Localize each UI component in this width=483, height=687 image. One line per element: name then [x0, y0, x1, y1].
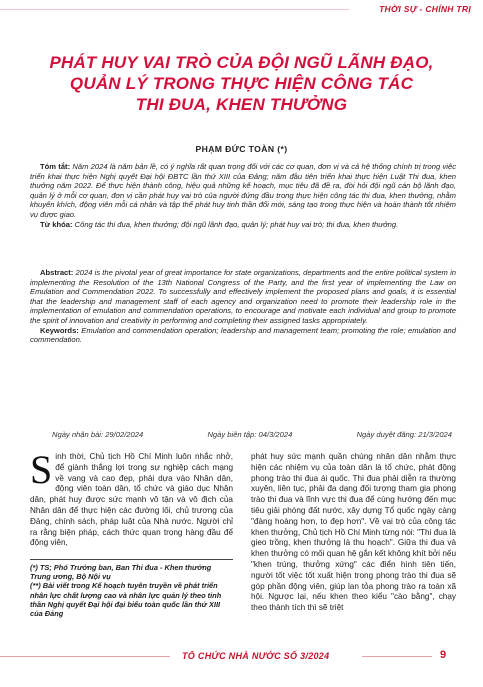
- keywords-en-label: Keywords:: [40, 325, 79, 335]
- abstract-en: [30, 268, 456, 345]
- keywords-en-text: Emulation and commendation operation; leadership and management team; promoting the role; emulation and commendation.: [30, 325, 456, 345]
- header-rule: [0, 9, 350, 10]
- summary-vi: [30, 162, 456, 229]
- title-line: QUẢN LÝ TRONG THỰC HIỆN CÔNG TÁC: [69, 74, 414, 93]
- date-received: Ngày nhận bài: 29/02/2024: [52, 430, 144, 439]
- footnote-article: (**) Bài viết trong Kế hoạch tuyên truyền về phát triển nhân lực chất lượng cao và nhân lực quản lý theo tinh thần Nghị quyết Đại hội đại biểu toàn quốc lần thứ XIII của Đảng: [30, 581, 222, 619]
- body-column-1: [30, 447, 233, 549]
- summary-label: Tóm tắt:: [40, 162, 71, 171]
- keywords-vi-text: Công tác thi đua, khen thưởng; đội ngũ lãnh đạo, quản lý; phát huy vai trò; thi đua, khen thưởng.: [74, 219, 399, 229]
- section-tag: THỜI SỰ - CHÍNH TRỊ: [379, 4, 471, 14]
- title-line: PHÁT HUY VAI TRÒ CỦA ĐỘI NGŨ LÃNH ĐẠO,: [49, 53, 434, 72]
- footer-rule-left: [0, 656, 170, 657]
- body-text: phát huy sức mạnh quần chúng nhân dân nhằm thực hiện các nhiệm vụ của toàn dân là tổ chức, phát động phong trào thi đua ái quốc. Thi đua phải diễn ra thường xuyên, liên tục, phải đa dạng đối tượng tham gia phong trào thi đua và lĩnh vực thi đua để cùng hướng đến mục tiêu giải phóng đất nước, xây dựng Tổ quốc ngày càng "đàng hoàng hơn, to đẹp hơn". Về vai trò của công tác khen thưởng, Chủ tịch Hồ Chí Minh từng nói: "Thi đua là gieo trồng, khen thưởng là thu hoạch". Giữa thi đua và khen thưởng có mối quan hệ gắn kết không khít bởi nếu "khen trúng, thưởng xứng" các điển hình tiên tiến, người tốt việc tốt xuất hiện trong phong trào thi đua sẽ góp phần động viên, giúp lan tỏa phong trào ra toàn xã hội. Ngược lại, nếu khen theo kiểu "cào bằng", chạy theo thành tích thì sẽ triệt: [251, 452, 456, 613]
- title-line: THI ĐUA, KHEN THƯỞNG: [135, 95, 348, 114]
- author: PHẠM ĐỨC TOÀN (*): [195, 144, 288, 154]
- date-approved: Ngày duyệt đăng: 21/3/2024: [356, 430, 452, 439]
- abstract-text: 2024 is the pivotal year of great importance for state organizations, departments and the entire political system in implementing the Resolution of the 13th National Congress of the Party, and the first year of implementing the Law on Emulation and Commendation 2022. To successfully and effectively implement the proposed plans and goals, it is essential that the leadership and management staff of each agency and organization need to promote their leadership role in the implementation of emulation and commendation operations, to encourage and motivate each individual and group to promote the spirit of innovation and creativity in performing and completing their assigned tasks appropriately.: [30, 268, 456, 325]
- abstract-label: Abstract:: [40, 268, 74, 277]
- drop-cap: S: [30, 447, 53, 492]
- article-title: [0, 52, 483, 115]
- summary-text: Năm 2024 là năm bản lề, có ý nghĩa rất quan trọng đối với các cơ quan, đơn vị và cả hệ thống chính trị trong việc triển khai thực hiện Nghị quyết Đại hội ĐBTC lần thứ XIII của Đảng; năm đầu tiên triển khai thực hiện Luật Thi đua, khen thưởng năm 2022. Để thực hiện thành công, hiệu quả những kế hoạch, mục tiêu đã đề ra, đòi hỏi đội ngũ cán bộ lãnh đạo, quản lý ở mỗi cơ quan, đơn vị cần phát huy vai trò của người đứng đầu trong thực hiện công tác thi đua, khen thưởng, nhằm khuyến khích, động viên mỗi cá nhân và tập thể phát huy tinh thần đổi mới, sáng tạo trong thực hiện và hoàn thành tốt nhiệm vụ được giao.: [30, 162, 456, 219]
- body-column-2: [251, 452, 456, 614]
- keywords-vi-label: Từ khóa:: [40, 219, 73, 229]
- article-dates: [52, 430, 452, 439]
- page-number: 9: [440, 649, 447, 661]
- publication-name: TỔ CHỨC NHÀ NƯỚC SỐ 3/2024: [182, 651, 330, 661]
- date-edited: Ngày biên tập: 04/3/2024: [207, 430, 293, 439]
- body-text: inh thời, Chủ tịch Hồ Chí Minh luôn nhắc nhở, để giành thắng lợi trong sự nghiệp cách mạng về vang và cao đẹp, phải dựa vào Nhân dân, động viên toàn dân, tổ chức và giáo dục Nhân dân, phát huy được sức mạnh vô tận và vô địch của Nhân dân để thực hiện các đường lối, chủ trương của Đảng, chính sách, pháp luật của Nhà nước. Người chỉ ra rằng biện pháp, cách thức quan trọng hàng đầu để động viên,: [30, 452, 233, 548]
- footnote-author: (*) TS; Phó Trưởng ban, Ban Thi đua - Khen thưởng Trung ương, Bộ Nội vụ: [30, 563, 212, 582]
- footnotes: [30, 559, 233, 618]
- footer-rule-right: [362, 656, 432, 657]
